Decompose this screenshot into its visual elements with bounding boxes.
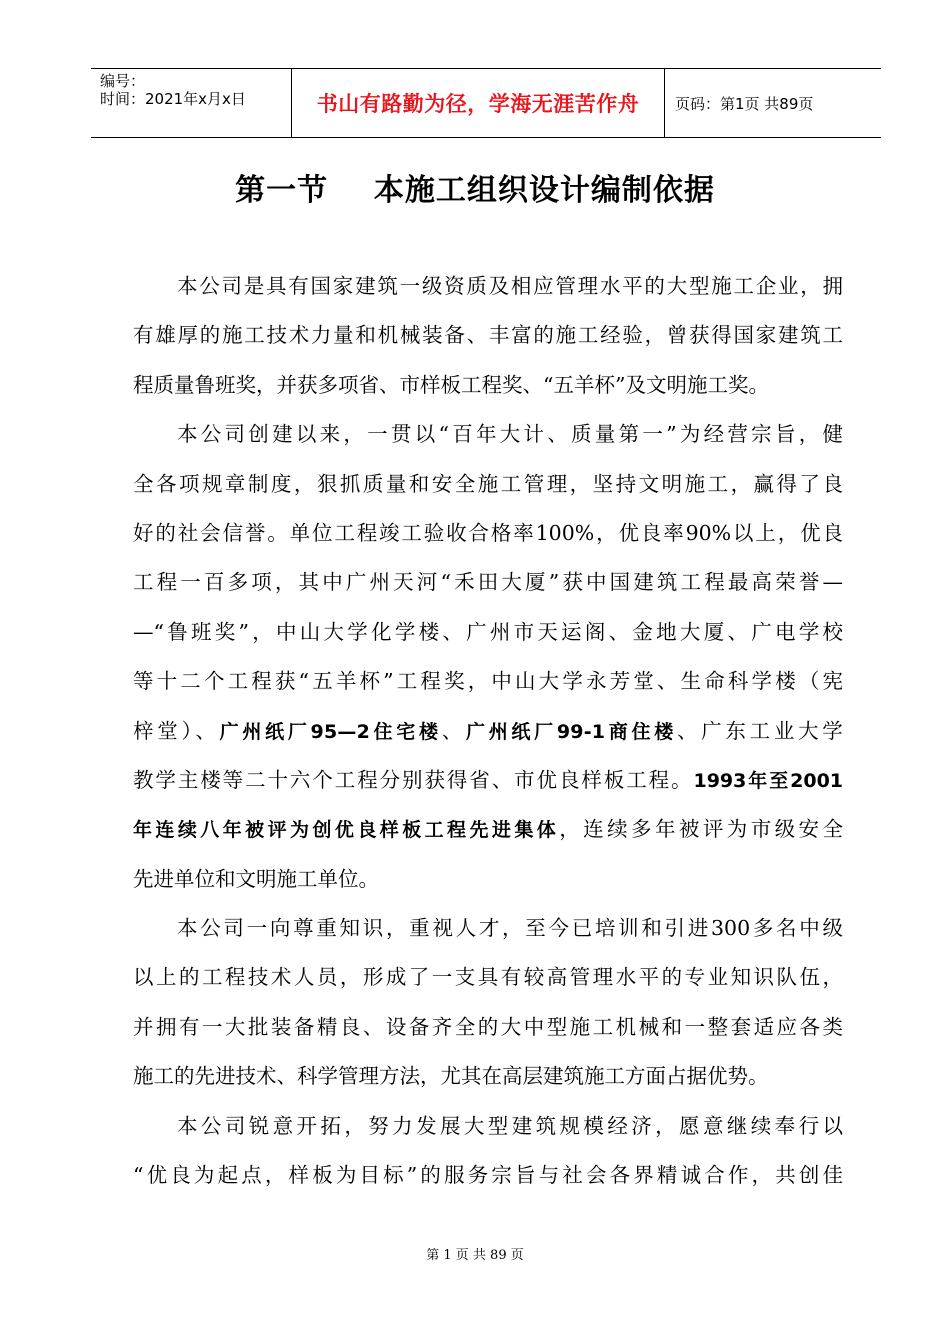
text-run: ，连续多年被评为市级安全 — [559, 817, 843, 842]
header-page-number: 页码：第1页 共89页 — [675, 94, 814, 113]
document-number-label: 编号： — [100, 72, 146, 90]
text-line: “优良为起点，样板为目标”的服务宗旨与社会各界精诚合作，共创佳 — [133, 1163, 843, 1188]
text-run: 、广东工业大学 — [676, 718, 843, 743]
bold-text-run: 1993年至2001 — [693, 769, 844, 792]
page-footer: 第 1 页 共 89 页 — [426, 1248, 524, 1263]
bold-text-run: 年连续八年被评为创优良样板工程先进集体 — [133, 819, 560, 842]
text-line-mixed — [133, 809, 843, 858]
text-line: 本公司锐意开拓，努力发展大型建筑规模经济，愿意继续奉行以 — [177, 1113, 843, 1138]
text-line: 先进单位和文明施工单位。 — [133, 866, 379, 891]
text-run: 、 — [441, 718, 466, 743]
document-body — [133, 266, 843, 1204]
text-line: 等十二个工程获“五羊杯”工程奖，中山大学永芳堂、生命科学楼（宪 — [133, 669, 843, 694]
header-motto: 书山有路勤为径，学海无涯苦作舟 — [292, 69, 665, 137]
text-run: 梓堂）、 — [133, 718, 220, 743]
document-time-label: 时间：2021年x月x日 — [100, 90, 246, 108]
bold-text-run: 广州纸厂95—2住宅楼 — [219, 720, 442, 743]
text-line: 本公司是具有国家建筑一级资质及相应管理水平的大型施工企业，拥 — [177, 274, 843, 298]
text-line: 程质量鲁班奖，并获多项省、市样板工程奖、“五羊杯”及文明施工奖。 — [133, 372, 769, 397]
text-line-mixed — [133, 760, 843, 809]
text-line: 有雄厚的施工技术力量和机械装备、丰富的施工经验，曾获得国家建筑工 — [133, 323, 843, 348]
page-header — [91, 68, 881, 138]
text-line: 并拥有一大批装备精良、设备齐全的大中型施工机械和一整套适应各类 — [133, 1014, 843, 1039]
text-line: —“鲁班奖”，中山大学化学楼、广州市天运阁、金地大厦、广电学校 — [133, 619, 843, 644]
text-line: 工程一百多项，其中广州天河“禾田大厦”获中国建筑工程最高荣誉— — [133, 570, 843, 595]
text-line: 本公司一向尊重知识，重视人才，至今已培训和引进300多名中级 — [177, 916, 843, 941]
text-line: 施工的先进技术、科学管理方法，尤其在高层建筑施工方面占据优势。 — [133, 1064, 769, 1089]
section-title: 第一节 本施工组织设计编制依据 — [235, 173, 715, 208]
text-line: 全各项规章制度，狠抓质量和安全施工管理，坚持文明施工，赢得了良 — [133, 471, 843, 496]
text-line: 好的社会信誉。单位工程竣工验收合格率100%，优良率90%以上，优良 — [133, 520, 843, 545]
text-line-mixed — [133, 711, 843, 760]
header-meta-cell — [91, 69, 292, 137]
text-run: 教学主楼等二十六个工程分别获得省、市优良样板工程。 — [133, 767, 694, 792]
bold-text-run: 广州纸厂99-1商住楼 — [465, 720, 677, 743]
text-line: 以上的工程技术人员，形成了一支具有较高管理水平的专业知识队伍， — [133, 965, 843, 990]
text-line: 本公司创建以来，一贯以“百年大计、质量第一”为经营宗旨，健 — [177, 422, 843, 447]
